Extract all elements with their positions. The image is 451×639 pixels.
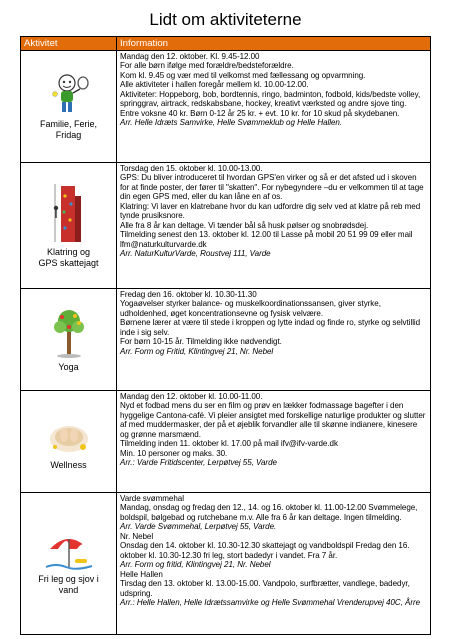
info-line: Tirsdag den 13. oktober kl. 13.00-15.00. Vandpolo, surfbrætter, vandlege, badedyr, udspring. [120, 579, 410, 598]
info-line: Yogaøvelser styrker balance- og muskelkoordinationssansen, giver styrke, udholdenhed, øget koncentrationsevne og fysisk velvære. [120, 299, 381, 318]
activity-cell [21, 289, 117, 391]
info-line: GPS: Du bliver introduceret til hvordan GPS'en virker og så er det afsted ud i skoven for at finde poster, der fører til "skatten". For nybegyndere –du er velkommen til at tage din egen GPS med, eller du kan låne en af os. [120, 173, 424, 202]
activity-cell [21, 391, 117, 493]
climbing-tower-icon [47, 182, 91, 244]
information-cell [117, 391, 431, 493]
activity-cell [21, 163, 117, 289]
activity-name-line: Familie, Ferie, [39, 119, 97, 129]
organizer-line: Arr. Form og fritid, Klintingvej 21, Nr. Nebel [120, 560, 271, 570]
activity-cell [21, 493, 117, 635]
page-title: Lidt om aktiviteterne [149, 10, 302, 29]
info-line: Mandag den 12. oktober. Kl. 9.45-12.00 [120, 52, 260, 61]
organizer-line: Arr. Form og Fritid, Klintingvej 21, Nr. Nebel [120, 346, 274, 356]
venue-heading: Nr. Nebel [120, 531, 154, 541]
info-line: For børn 10-15 år. Tilmelding ikke nødvendigt. [120, 337, 282, 347]
yoga-tree-icon [48, 307, 90, 359]
activity-name-line: Fri leg og sjov i [38, 574, 99, 584]
info-line: Alle aktiviteter i hallen foregår mellem kl. 10.00-12.00. [120, 80, 309, 90]
info-line: Min. 10 personer og maks. 30. [120, 448, 228, 458]
table-row [21, 391, 431, 493]
column-header-activity: Aktivitet [21, 37, 117, 51]
activity-name-line: Fridag [55, 130, 82, 140]
organizer-line: Arr. Varde Svømmehal, Lerpøtvej 55, Varde. [120, 522, 277, 532]
organizer-line: Arr. NaturKulturVarde, Roustvej 111, Varde [120, 249, 271, 259]
organizer-line: Arr. Helle Idræts Samvirke, Helle Svømmeklub og Helle Hallen. [120, 118, 343, 128]
table-row [21, 493, 431, 635]
info-line: Mandag, onsdag og fredag den 12., 14. og 16. oktober kl. 11.00-12.00 Svømmelege, boldspil, bølgebad og rutchebane m.v. Alle fra 6 år kan deltage. Ingen tilmelding. [120, 503, 418, 522]
venue-heading: Varde svømmehal [120, 494, 184, 503]
info-line: Nyd et fodbad mens du ser en film og prøv en lækker fodmassage bagefter i den hyggelige Cantona-café. Vi pleier ansigtet med forskellige naturlige produkter og slutter af med muddermasker, der på et øjeblik forvandler alle til skønne indianere, kinesere og grønne marsmænd. [120, 401, 426, 439]
activity-table [20, 36, 431, 635]
beach-umbrella-icon [44, 531, 94, 571]
info-line: Entre voksne 40 kr. Børn 0-12 år 25 kr. + evt. 10 kr. for 10 skud på skydebanen. [120, 108, 400, 118]
info-line: Torsdag den 15. oktober kl. 10.00-13.00. [120, 164, 263, 173]
info-line: Kom kl. 9.45 og vær med til velkomst med fællessang og opvarmning. [120, 70, 366, 80]
information-cell [117, 289, 431, 391]
table-row [21, 51, 431, 163]
information-cell [117, 163, 431, 289]
activity-name-line: Klatring og [46, 247, 91, 257]
table-row [21, 163, 431, 289]
table-header-row [21, 37, 431, 51]
organizer-line: Arr.: Varde Fritidscenter, Lerpøtvej 55, Varde [120, 458, 277, 468]
tennis-kid-icon [47, 72, 91, 116]
foot-bath-icon [47, 413, 91, 457]
information-cell [117, 493, 431, 635]
info-line: Mandag den 12. oktober kl. 10.00-11.00. [120, 392, 263, 401]
info-line: Børnene lærer at være til stede i kroppen og lytte indad og finde ro, styrke og selvtillid inde i sig selv. [120, 318, 421, 337]
activity-name-line: Wellness [50, 459, 87, 470]
info-line: Onsdag den 14. oktober kl. 10.30-12.30 skattejagt og vandboldspil Fredag den 16. oktober kl. 10.30-12.30 fri leg, stort badedyr i vandet. Fra 7 år. [120, 541, 410, 560]
info-line: For alle børn ifølge med forældre/bedsteforældre. [120, 61, 294, 71]
activity-name-line: Yoga [58, 361, 79, 372]
column-header-information: Information [117, 37, 431, 51]
info-line: Alle fra 8 år kan deltage. Vi tænder bål så husk pølser og snobrødsdej. [120, 220, 369, 230]
info-line: Fredag den 16. oktober kl. 10.30-11.30 [120, 290, 257, 299]
info-line: Klatring: Vi laver en klatrebane hvor du kan udfordre dig selv ved at klatre på reb med tynde prusiksnore. [120, 201, 421, 221]
information-cell [117, 51, 431, 163]
table-row [21, 289, 431, 391]
activity-name-line: vand [58, 585, 79, 595]
info-line: Tilmelding inden 11. oktober kl. 17.00 på mail ifv@ifv-varde.dk [120, 439, 338, 449]
organizer-line: Arr.: Helle Hallen, Helle Idrætssamvirke og Helle Svømmehal Vrenderupvej 40C, Årre [120, 597, 421, 607]
info-line: Aktiviteter: Hoppeborg, bob, bordtennis, ringo, badminton, fodbold, kids/bedste volley, springgrav, airtrack, redskabsbane, hockey, kreativt værksted og andre sjove ting. [120, 89, 421, 109]
activity-name-line: GPS skattejagt [38, 258, 99, 268]
activity-cell [21, 51, 117, 163]
venue-heading: Helle Hallen [120, 569, 163, 579]
info-line: Tilmelding senest den 13. oktober kl. 12.00 til Lasse på mobil 20 51 99 09 eller mail lfm@naturkulturvarde.dk [120, 230, 413, 249]
